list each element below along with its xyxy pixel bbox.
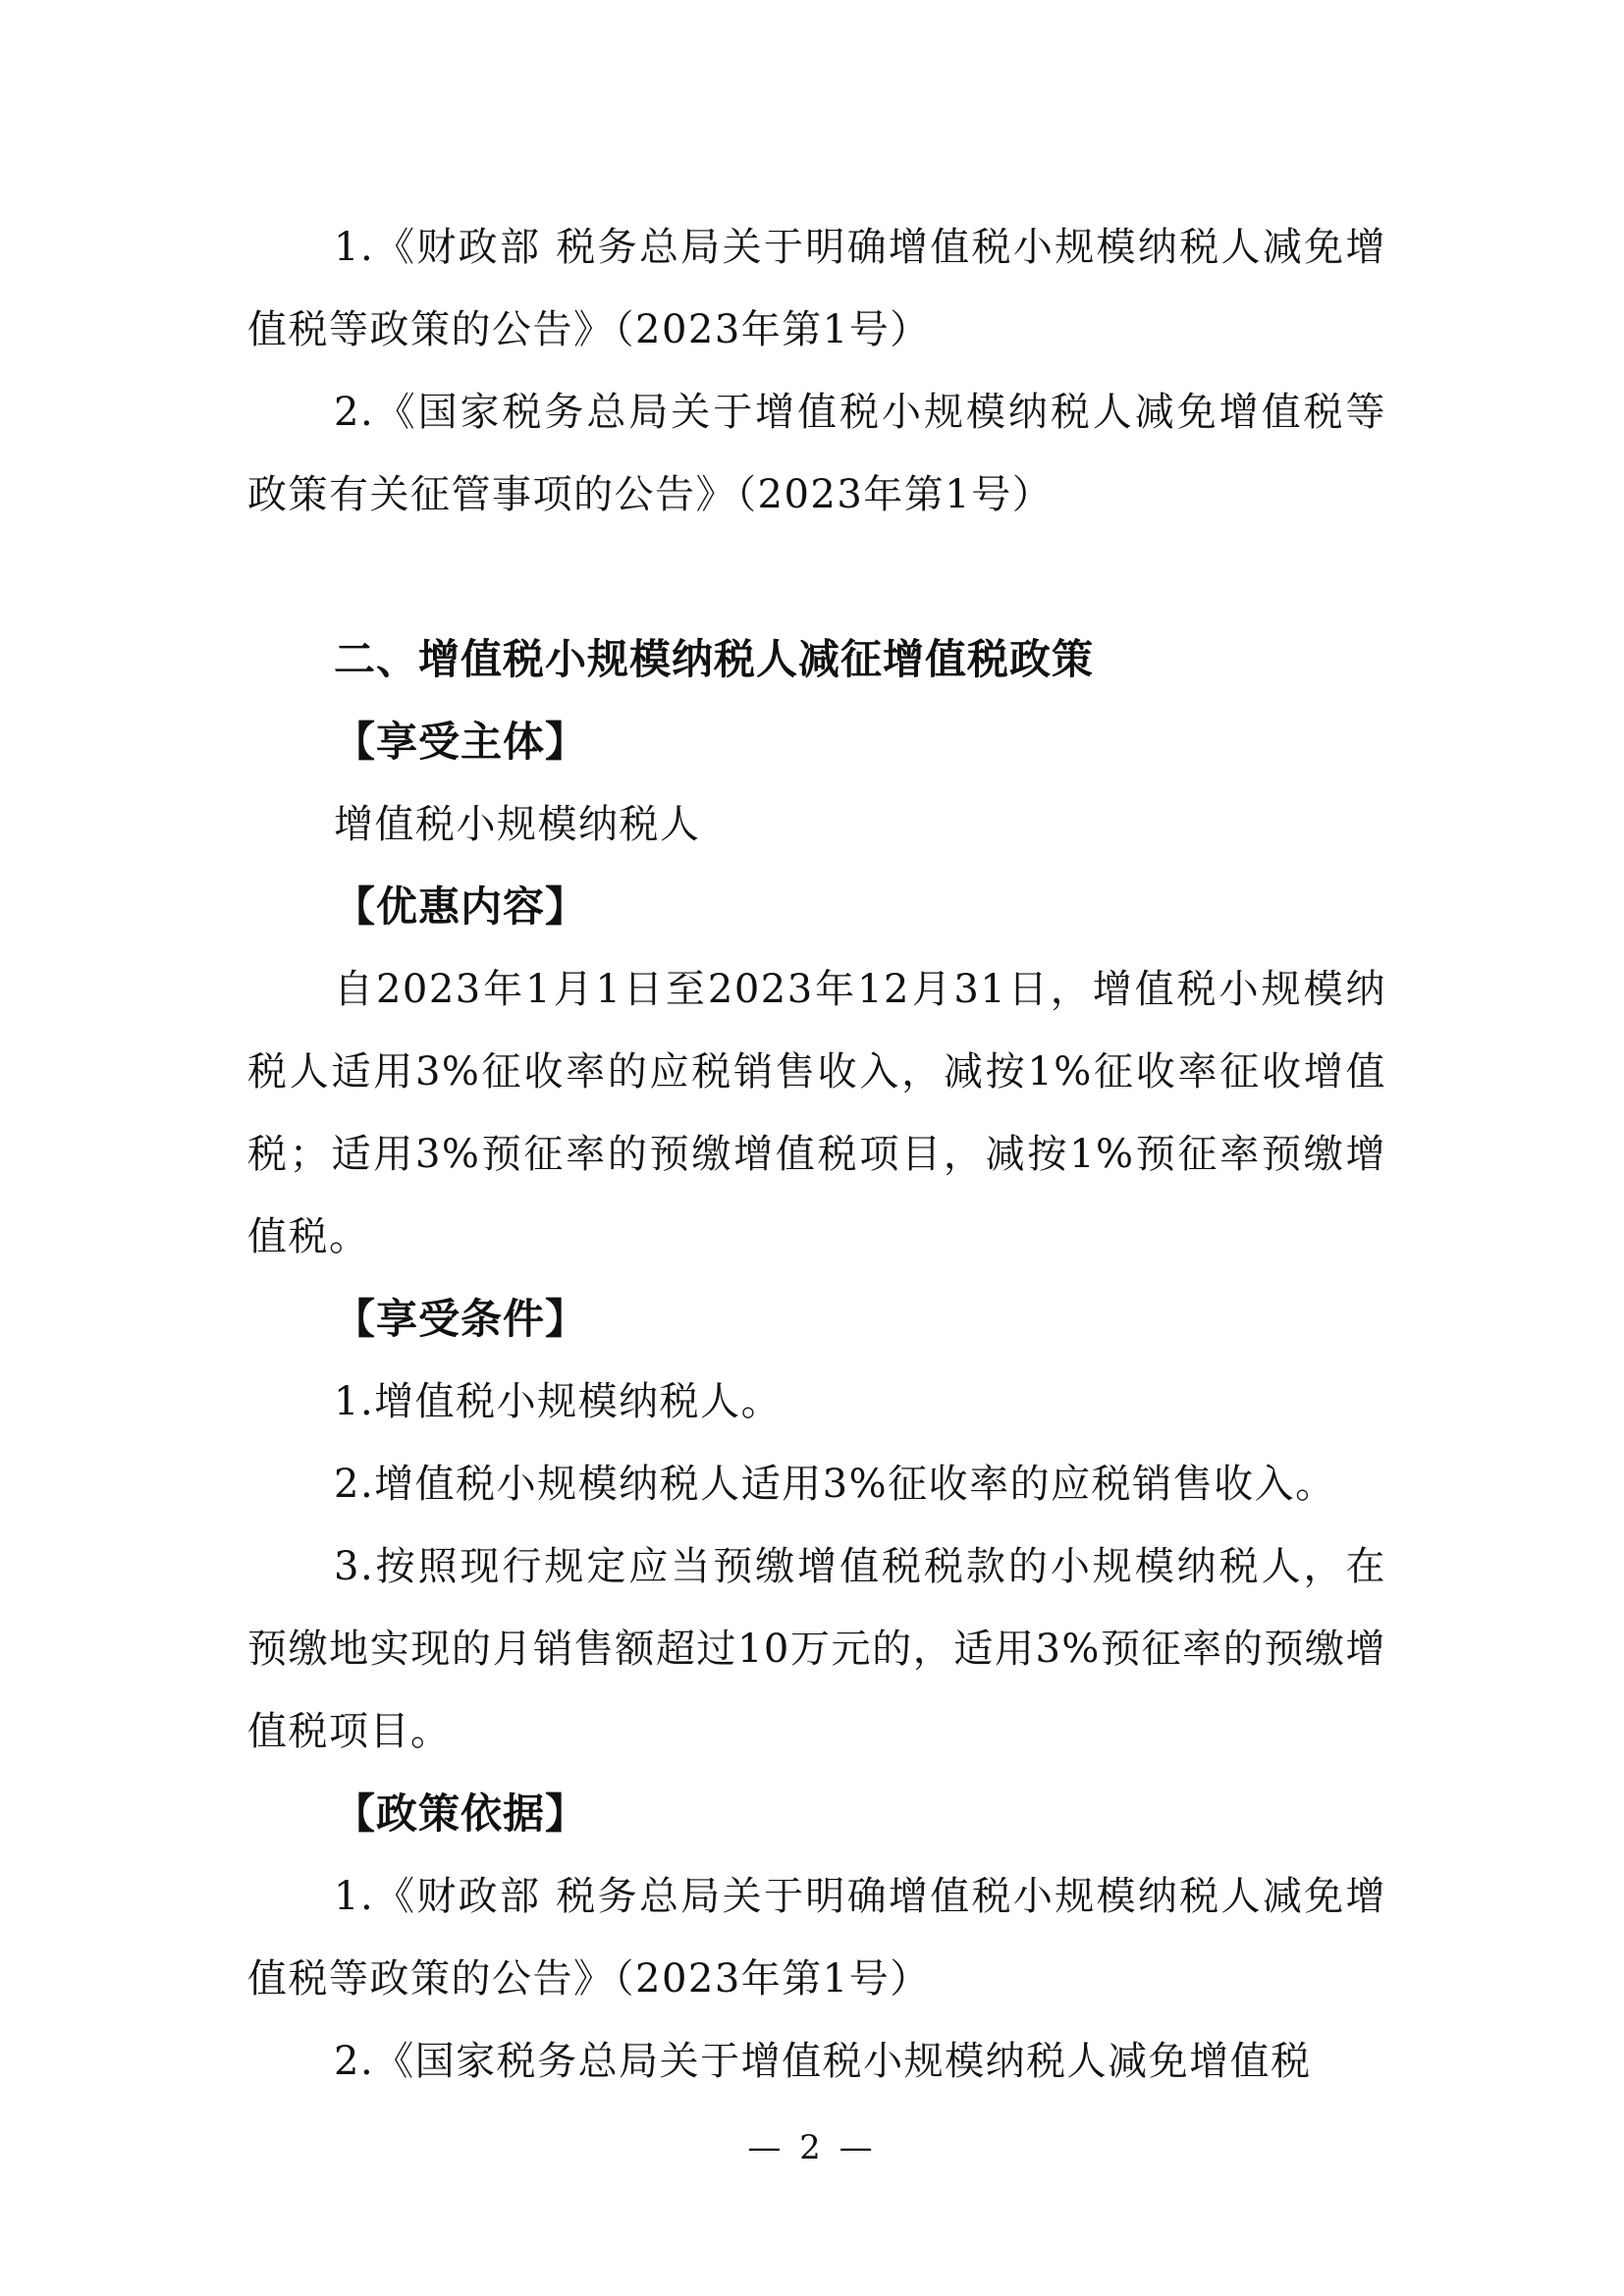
- basis-heading: 【政策依据】: [334, 1789, 588, 1838]
- page-number: — 2 —: [747, 2128, 877, 2167]
- content-text: 自2023年1月1日至2023年12月31日，增值税小规模纳税人适用3%征收率的应税销售收入，减按1%征收率征收增值税；适用3%预征率的预缴增值税项目，减按1%预征率预缴增值税。: [247, 967, 1386, 1259]
- content-heading: 【优惠内容】: [334, 882, 588, 931]
- condition-item-3: 3.按照现行规定应当预缴增值税税款的小规模纳税人，在预缴地实现的月销售额超过10万元的，适用3%预征率的预缴增值税项目。: [247, 1544, 1386, 1754]
- condition-item-2: 2.增值税小规模纳税人适用3%征收率的应税销售收入。: [334, 1462, 1336, 1507]
- condition-item-1: 1.增值税小规模纳税人。: [334, 1379, 783, 1424]
- policy-reference-2: 2.《国家税务总局关于增值税小规模纳税人减免增值税等政策有关征管事项的公告》（2023年第1号）: [247, 390, 1386, 517]
- section-title: 二、增值税小规模纳税人减征增值税政策: [334, 635, 1095, 683]
- subject-heading: 【享受主体】: [334, 718, 588, 766]
- basis-item-2: 2.《国家税务总局关于增值税小规模纳税人减免增值税: [334, 2039, 1312, 2084]
- policy-reference-1: 1.《财政部 税务总局关于明确增值税小规模纳税人减免增值税等政策的公告》（2023年第1号）: [247, 225, 1386, 352]
- subject-text: 增值税小规模纳税人: [334, 802, 701, 847]
- conditions-heading: 【享受条件】: [334, 1295, 588, 1343]
- basis-item-1: 1.《财政部 税务总局关于明确增值税小规模纳税人减免增值税等政策的公告》（2023年第1号）: [247, 1874, 1386, 2002]
